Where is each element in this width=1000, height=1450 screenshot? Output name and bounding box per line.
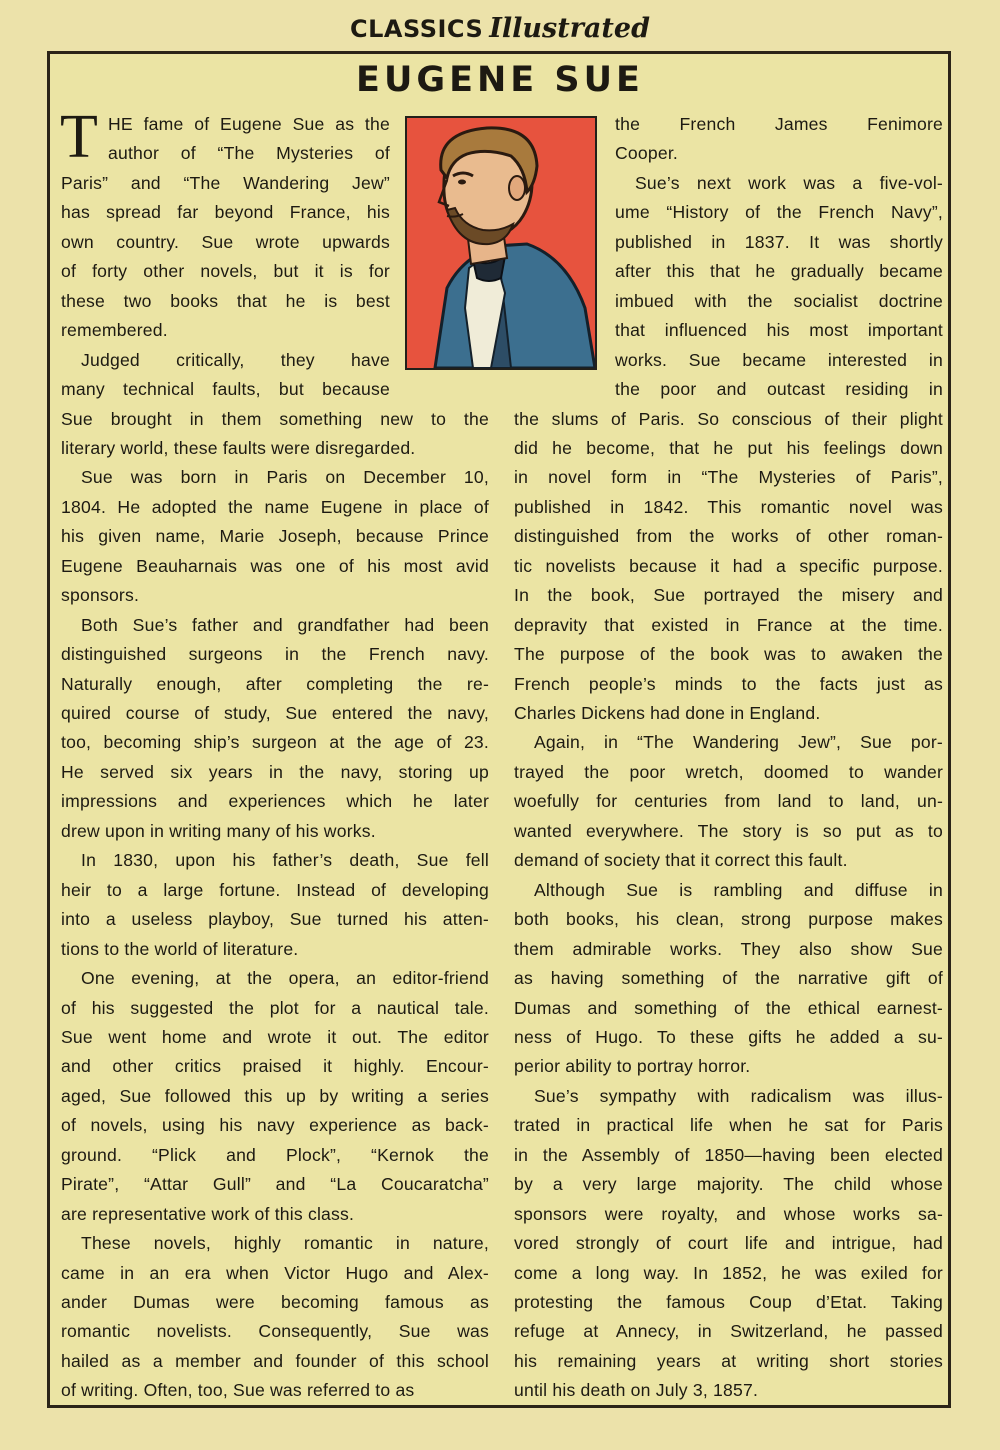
right-column-text-line: published in 1842. This romantic novel was [514,496,943,517]
left-column-text-line: distinguished surgeons in the French navy. [61,644,489,665]
right-column-text-line: distinguished from the works of other roman- [514,526,943,547]
right-column-text-line: until his death on July 3, 1857. [514,1380,759,1401]
right-column-text-line: protesting the famous Coup d’Etat. Taking [514,1292,943,1312]
left-column-text-line: impressions and experiences which he later [61,791,489,812]
right-column-text-line: Although Sue is rambling and diffuse in [534,879,943,900]
left-column-text-line: 1804. He adopted the name Eugene in place of [61,496,489,517]
right-column-text-line: Cooper. [615,143,679,164]
left-column-text-line: HE fame of Eugene Sue as the [108,114,390,134]
left-column-text-line: Sue went home and wrote it out. The editor [61,1026,489,1047]
right-column-text-line: works. Sue became interested in [615,349,943,370]
left-column-text-line: of novels, using his navy experience as back- [61,1115,489,1136]
right-column-text-line: in novel form in “The Mysteries of Paris”, [514,467,943,488]
right-column-text-line: the French James Fenimore [615,114,943,134]
right-column-text-line: depravity that existed in France at the time. [514,614,943,635]
left-column-text-line: He served six years in the navy, storing up [61,761,489,782]
left-column-text-line: came in an era when Victor Hugo and Alex- [61,1262,489,1283]
left-column-text-line: and other critics praised it highly. Encour- [61,1056,489,1077]
right-column-text-line: The purpose of the book was to awaken the [514,644,943,665]
left-column-text-line: too, becoming ship’s surgeon at the age of 23. [61,732,489,753]
left-column-text-line: Sue was born in Paris on December 10, [81,467,489,488]
left-column-text-line: Eugene Beauharnais was one of his most avid [61,555,489,576]
left-column-text-line: Pirate”, “Attar Gull” and “La Coucaratcha” [61,1174,489,1195]
right-column-text-line: wanted everywhere. The story is so put as to [514,820,943,841]
right-column-text-line: the poor and outcast residing in [615,379,943,400]
right-column-text-line: vored strongly of court life and intrigue, had [514,1233,943,1254]
right-column-text-line: Sue’s next work was a five-vol- [635,172,943,193]
right-column-text-line: did he become, that he put his feelings down [514,437,943,458]
left-column-text-line: literary world, these faults were disregarded. [61,437,416,458]
right-column-text-line: trayed the poor wretch, doomed to wander [514,761,943,782]
right-column-text-line: Dumas and something of the ethical earnest- [514,997,943,1018]
portrait-icon [407,118,595,368]
right-column-text-line: come a long way. In 1852, he was exiled for [514,1262,943,1283]
right-column-text-line: demand of society that it correct this fault. [514,850,848,871]
left-column-text-line: ander Dumas were becoming famous as [61,1292,489,1312]
right-column-text-line: published in 1837. It was shortly [615,231,943,252]
left-column-text-line: In 1830, upon his father’s death, Sue fell [81,850,489,871]
right-column-text-line: In the book, Sue portrayed the misery and [514,585,943,606]
left-column-text-line: remembered. [61,320,168,341]
right-column-text-line: ness of Hugo. To these gifts he added a su- [514,1026,943,1047]
right-column-text-line: them admirable works. They also show Sue [514,938,943,959]
right-column-text-line: Again, in “The Wandering Jew”, Sue por- [534,732,943,753]
right-column-text-line: Sue’s sympathy with radicalism was illus- [534,1085,943,1106]
left-column-text-line: Paris” and “The Wandering Jew” [61,172,390,193]
right-column-text-line: in the Assembly of 1850—having been elected [514,1144,943,1165]
left-column-text-line: into a useless playboy, Sue turned his atten- [61,909,489,930]
masthead [0,10,1000,48]
masthead-illustrated: Illustrated [489,13,650,44]
right-column-text-line: refuge at Annecy, in Switzerland, he passed [514,1321,943,1342]
article-title: EUGENE SUE [356,60,644,100]
left-column-text-line: aged, Sue followed this up by writing a series [61,1085,489,1106]
right-column-text-line: trated in practical life when he sat for Paris [514,1115,943,1136]
left-column-text-line: Naturally enough, after completing the re- [61,673,489,694]
left-column-text-line: ground. “Plick and Plock”, “Kernok the [61,1144,489,1165]
left-column-text-line: tions to the world of literature. [61,938,299,959]
left-column-text-line: these two books that he is best [61,290,390,311]
right-column-text-line: French people’s minds to the facts just as [514,673,943,694]
left-column-text-line: Both Sue’s father and grandfather had been [81,614,489,635]
left-column-text-line: hailed as a member and founder of this school [61,1350,489,1371]
right-column-text-line: perior ability to portray horror. [514,1056,751,1077]
left-column-text-line: of his suggested the plot for a nautical tale. [61,997,489,1018]
left-column-text-line: quired course of study, Sue entered the navy, [61,703,489,723]
left-column-text-line: author of “The Mysteries of [108,143,390,164]
right-column-text-line: tic novelists because it had a specific purpose. [514,555,943,576]
right-column-text-line: by a very large majority. The child whose [514,1174,943,1195]
left-column-text-line: romantic novelists. Consequently, Sue was [61,1321,489,1342]
left-column-text-line: many technical faults, but because [61,379,390,400]
left-column-text-line: sponsors. [61,585,140,606]
left-column-text-line: of forty other novels, but it is for [61,261,390,282]
right-column-text-line: his remaining years at writing short stories [514,1350,943,1371]
right-column-text-line: sponsors were royalty, and whose works sa- [514,1203,943,1224]
left-column-text-line: One evening, at the opera, an editor-friend [81,968,489,989]
right-column-text-line: that influenced his most important [615,320,943,341]
right-column-text-line: after this that he gradually became [615,261,943,282]
left-column-text-line: heir to a large fortune. Instead of developing [61,879,489,900]
right-column-text-line: the slums of Paris. So conscious of their plight [514,408,943,429]
left-column-text-line: These novels, highly romantic in nature, [81,1233,489,1254]
left-column-text-line: has spread far beyond France, his [61,202,390,223]
portrait-illustration [405,116,597,370]
left-column-text-line: of writing. Often, too, Sue was referred to as [61,1380,415,1401]
left-column-text-line: are representative work of this class. [61,1203,355,1224]
masthead-classics: CLASSICS [350,15,484,43]
left-column-text-line: drew upon in writing many of his works. [61,820,376,841]
right-column-text-line: Charles Dickens had done in England. [514,703,821,723]
drop-cap: T [60,103,98,171]
right-column-text-line: both books, his clean, strong purpose makes [514,909,943,930]
left-column-text-line: his given name, Marie Joseph, because Prince [61,526,489,547]
right-column-text-line: woefully for centuries from land to land, un- [514,791,943,812]
right-column-text-line: ume “History of the French Navy”, [615,202,943,223]
left-column-text-line: own country. Sue wrote upwards [61,231,390,252]
right-column-text-line: imbued with the socialist doctrine [615,290,943,311]
left-column-text-line: Sue brought in them something new to the [61,408,489,429]
left-column-text-line: Judged critically, they have [81,349,390,370]
right-column-text-line: as having something of the narrative gift of [514,968,943,989]
